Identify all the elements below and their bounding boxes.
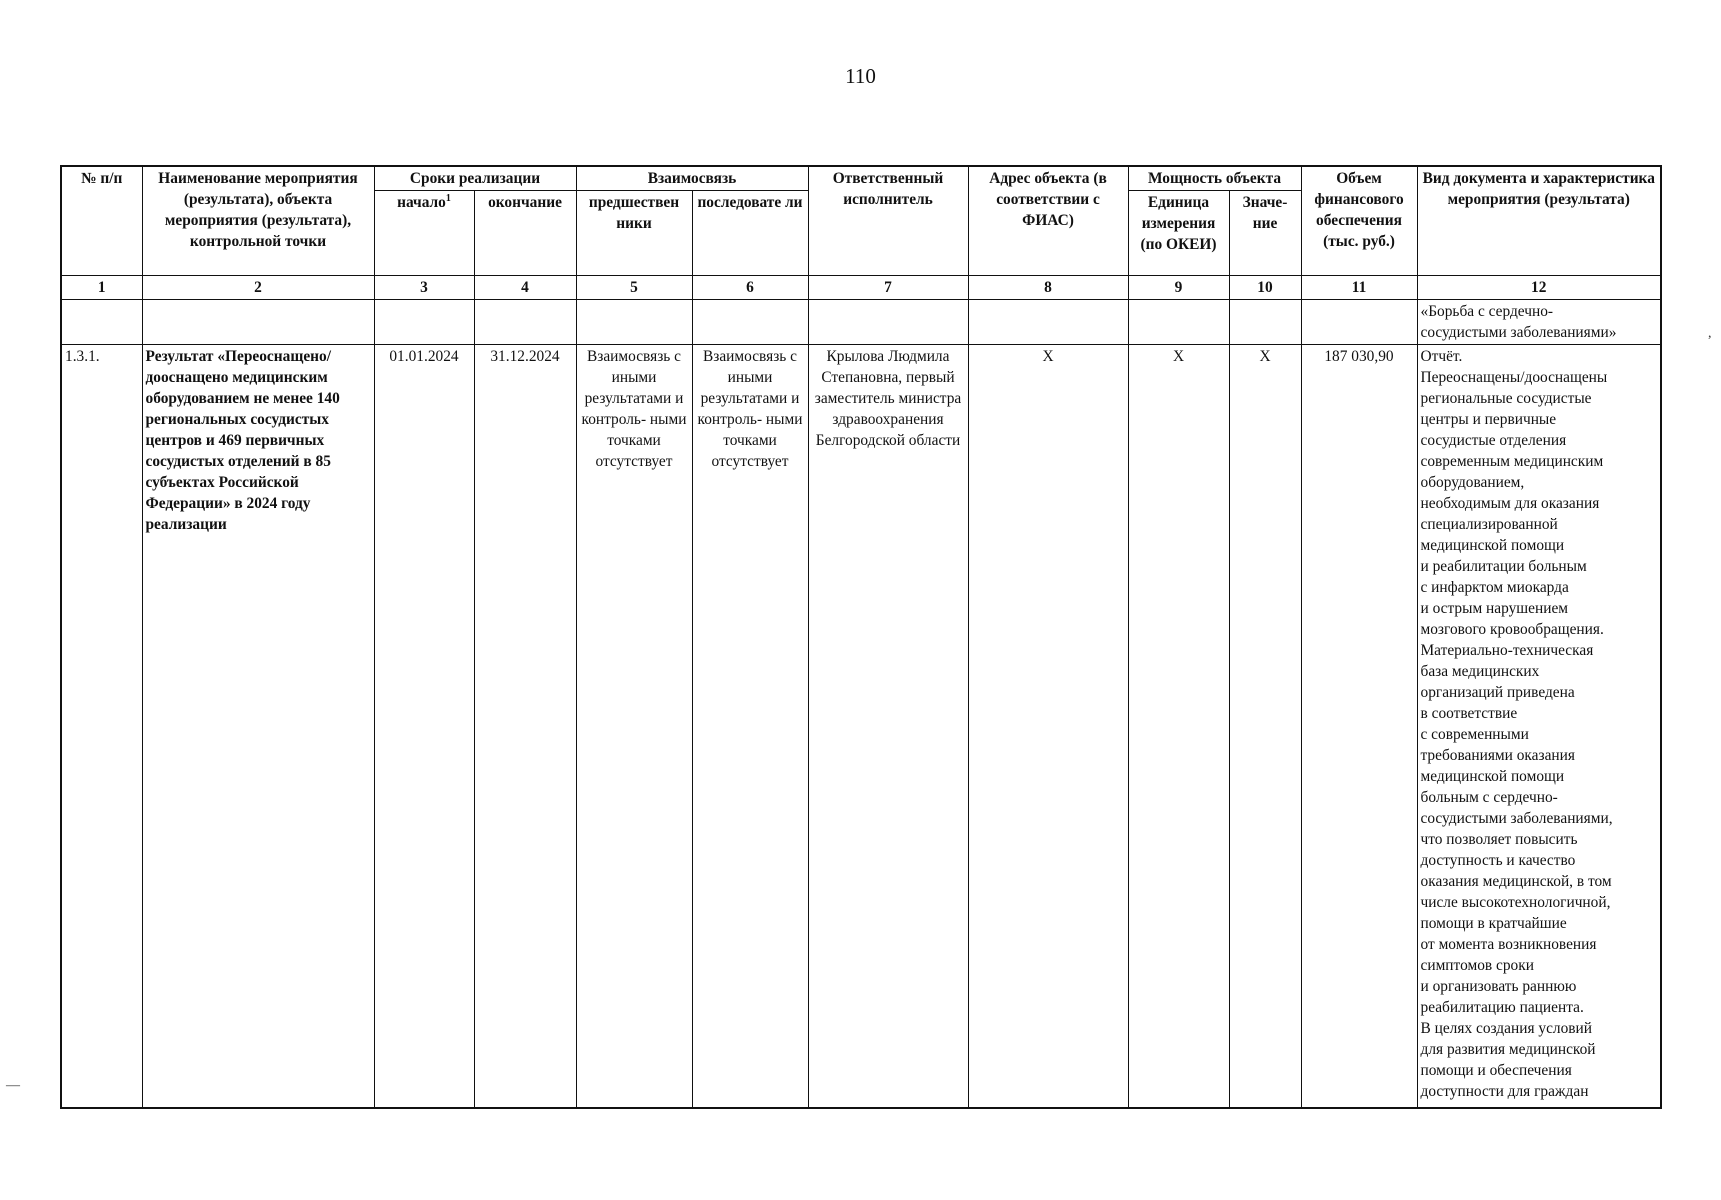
events-table <box>60 165 1662 1109</box>
header-relation: Взаимосвязь <box>576 166 808 191</box>
scan-artifact-left: — <box>6 1078 20 1093</box>
header-successors: последовате ли <box>692 191 808 276</box>
description-line: помощи в кратчайшие <box>1420 915 1567 932</box>
header-capacity: Мощность объекта <box>1128 166 1301 191</box>
description-line: в соответствие <box>1420 705 1518 722</box>
column-number: 11 <box>1301 276 1417 300</box>
description-line: симптомов сроки <box>1420 957 1534 974</box>
row-unit: Х <box>1128 345 1229 1109</box>
header-finance: Объем финансового обеспечения (тыс. руб.) <box>1301 166 1417 276</box>
description-line: реабилитацию пациента. <box>1420 999 1584 1016</box>
header-unit: Единица измерения (по ОКЕИ) <box>1128 191 1229 276</box>
column-number: 8 <box>968 276 1128 300</box>
description-line: от момента возникновения <box>1420 936 1597 953</box>
row-predecessors: Взаимосвязь с иными результатами и контроль- ными точками отсутствует <box>576 345 692 1109</box>
description-line: организаций приведена <box>1420 684 1575 701</box>
header-doc-type: Вид документа и характеристика мероприятия (результата) <box>1417 166 1661 276</box>
column-number-row <box>61 276 1661 300</box>
description-line: требованиями оказания <box>1420 747 1575 764</box>
header-predecessors: предшествен ники <box>576 191 692 276</box>
scan-artifact-right: , <box>1708 326 1712 341</box>
row-responsible: Крылова Людмила Степановна, первый заместитель министра здравоохранения Белгородской области <box>808 345 968 1109</box>
description-line: оборудованием, <box>1420 474 1525 491</box>
table-row <box>61 345 1661 1109</box>
description-line: Отчёт. <box>1420 348 1463 365</box>
column-number: 9 <box>1128 276 1229 300</box>
description-line: В целях создания условий <box>1420 1020 1593 1037</box>
header-address: Адрес объекта (в соответствии с ФИАС) <box>968 166 1128 276</box>
row-end-date: 31.12.2024 <box>474 345 576 1109</box>
description-line: числе высокотехнологичной, <box>1420 894 1611 911</box>
description-line: что позволяет повысить <box>1420 831 1578 848</box>
description-line: специализированной <box>1420 516 1558 533</box>
header-terms: Сроки реализации <box>374 166 576 191</box>
header-responsible: Ответственный исполнитель <box>808 166 968 276</box>
page-number: 110 <box>845 64 876 88</box>
column-number: 7 <box>808 276 968 300</box>
description-line: медицинской помощи <box>1420 768 1565 785</box>
column-number: 4 <box>474 276 576 300</box>
description-line: база медицинских <box>1420 663 1540 680</box>
row-description <box>1417 345 1661 1109</box>
description-line: Материально-техническая <box>1420 642 1594 659</box>
row-address: Х <box>968 345 1128 1109</box>
description-line: с инфарктом миокарда <box>1420 579 1569 596</box>
description-line: и острым нарушением <box>1420 600 1569 617</box>
description-line: современным медицинским <box>1420 453 1604 470</box>
description-line: доступность и качество <box>1420 852 1576 869</box>
row-number: 1.3.1. <box>61 345 142 1109</box>
column-number: 5 <box>576 276 692 300</box>
description-line: помощи и обеспечения <box>1420 1062 1572 1079</box>
continuation-text: «Борьба с сердечно- сосудистыми заболеваниями» <box>1417 300 1661 345</box>
row-successors: Взаимосвязь с иными результатами и контроль- ными точками отсутствует <box>692 345 808 1109</box>
column-number: 10 <box>1229 276 1301 300</box>
column-number: 12 <box>1417 276 1661 300</box>
header-value: Значе- ние <box>1229 191 1301 276</box>
description-line: центры и первичные <box>1420 411 1557 428</box>
row-name: Результат «Переоснащено/ дооснащено медицинским оборудованием не менее 140 региональных сосудистых центров и 469 первичных сосудистых отделений в 85 субъектах Российской Федерации» в 2024 году реализации <box>142 345 374 1109</box>
description-line: и организовать раннюю <box>1420 978 1577 995</box>
description-line: Переоснащены/дооснащены <box>1420 369 1608 386</box>
description-line: мозгового кровообращения. <box>1420 621 1604 638</box>
description-line: сосудистые отделения <box>1420 432 1567 449</box>
header-start: начало$^1$ <box>374 191 474 276</box>
description-line: доступности для граждан <box>1420 1083 1589 1100</box>
row-start-date: 01.01.2024 <box>374 345 474 1109</box>
row-finance: 187 030,90 <box>1301 345 1417 1109</box>
header-num: № п/п <box>61 166 142 276</box>
column-number: 1 <box>61 276 142 300</box>
footnote-mark: 1 <box>445 192 451 204</box>
header-name: Наименование мероприятия (результата), объекта мероприятия (результата), контрольной точки <box>142 166 374 276</box>
description-line: с современными <box>1420 726 1529 743</box>
description-line: больным с сердечно- <box>1420 789 1558 806</box>
continuation-row <box>61 300 1661 345</box>
header-end: окончание <box>474 191 576 276</box>
row-value: Х <box>1229 345 1301 1109</box>
description-line: сосудистыми заболеваниями, <box>1420 810 1613 827</box>
description-line: медицинской помощи <box>1420 537 1565 554</box>
description-line: региональные сосудистые <box>1420 390 1592 407</box>
column-number: 2 <box>142 276 374 300</box>
description-line: для развития медицинской <box>1420 1041 1596 1058</box>
description-line: и реабилитации больным <box>1420 558 1587 575</box>
column-number: 3 <box>374 276 474 300</box>
description-line: оказания медицинской, в том <box>1420 873 1612 890</box>
column-number: 6 <box>692 276 808 300</box>
description-line: необходимым для оказания <box>1420 495 1600 512</box>
